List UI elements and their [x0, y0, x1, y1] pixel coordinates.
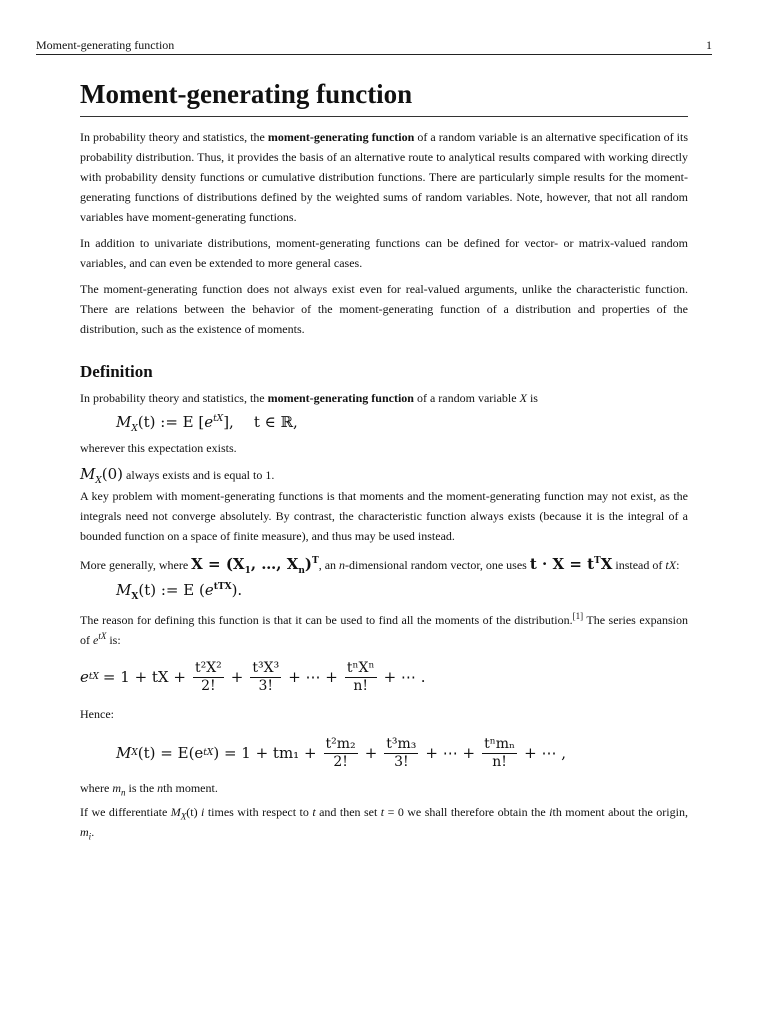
definition-paragraph-3: $M_X(0)$ always exists and is equal to 1.	[80, 465, 275, 486]
running-header	[36, 38, 712, 55]
fraction: $\frac{\text{tⁿmₙ}}{n!}$	[484, 735, 516, 770]
equation-mgf-vector: $M_X(t)$ := E $(e^{tTX})$.	[116, 581, 243, 602]
equation-mgf-series: M X (t) = E(e tX ) = 1 + tm₁ + $\frac{\text{t²m₂}}{2!}$ + $\frac{\text{t³m₃}}{3!}$ + ⋯ + $\frac{\text{tⁿmₙ}}{n!}$ + ⋯ ,	[116, 735, 566, 770]
citation-ref-1[interactable]: [1]	[572, 611, 584, 621]
definition-paragraph-5: More generally, where $X = (X_1$, …, $X_n)^T$, an n-dimensional random vector, one uses $t \cdot X = t^TX$ instead of tX:	[80, 555, 680, 576]
fraction: $\frac{\text{tⁿXⁿ}}{n!}$	[346, 659, 375, 694]
section-heading-definition: Definition	[80, 362, 153, 381]
term-bold: moment-generating function	[267, 130, 415, 144]
article-title: Moment-generating function	[80, 76, 688, 117]
equation-exp-series: e tX = 1 + tX + $\frac{\text{t²X²}}{2!}$ + $\frac{\text{t³X³}}{3!}$ + ⋯ + $\frac{\text{tⁿXⁿ}}{n!}$ + ⋯ .	[80, 659, 426, 694]
definition-paragraph-7: where $m_n$ is the nth moment.	[80, 781, 218, 798]
intro-paragraph-3: The moment-generating function does not always exist even for real-valued arguments, unlike the characteristic function. There are relations between the behavior of the moment-generating function of a distribution and properties of the distribution, such as the existence of moments.	[80, 282, 688, 336]
inline-math-vector-x: $X = (X_1$, …, $X_n)^T$	[191, 555, 319, 576]
equation-mgf-definition: $M_X(t)$ := E $[e^{tX}]$, t ∈ ℝ,	[116, 413, 298, 434]
inline-math-mx0: $M_X(0)$	[80, 465, 124, 486]
definition-paragraph-2: wherever this expectation exists.	[80, 441, 237, 455]
page-number: 1	[706, 38, 712, 52]
inline-math-dot-product: $t \cdot X = t^TX$	[529, 555, 613, 573]
fraction: $\frac{\text{t³m₃}}{3!}$	[386, 735, 417, 770]
article-body	[80, 127, 688, 842]
intro-paragraph-2: In addition to univariate distributions, moment-generating functions can be defined for vector- or matrix-valued random variables, and can even be extended to more general cases.	[80, 236, 688, 270]
definition-paragraph-6: The reason for defining this function is that it can be used to find all the moments of the distribution.[1] The series expansion of $e^{tX}$ is:	[80, 611, 689, 647]
intro-paragraph-1: In probability theory and statistics, the moment-generating function of a random variable is an alternative specification of its probability distribution. Thus, it provides the basis of an alternative route to analytical results compared with working directly with probability density functions or cumulative distribution functions. There are particularly simple results for the moment-generating functions of distributions defined by the weighted sums of random variables. Note, however, that not all random variables have moment-generating functions.	[80, 130, 688, 224]
definition-paragraph-4: A key problem with moment-generating functions is that moments and the moment-generating function may not exist, as the integrals need not converge absolutely. By contrast, the characteristic function always exists (because it is the integral of a bounded function on a space of finite measure), and thus may be used instead.	[80, 489, 688, 543]
definition-paragraph-1: In probability theory and statistics, the moment-generating function of a random variable X is	[80, 391, 538, 405]
fraction: $\frac{\text{t²m₂}}{2!}$	[325, 735, 356, 770]
fraction: $\frac{\text{t³X³}}{3!}$	[252, 659, 280, 694]
running-header-title: Moment-generating function	[36, 38, 175, 52]
fraction: $\frac{\text{t²X²}}{2!}$	[194, 659, 222, 694]
hence-label: Hence:	[80, 707, 114, 721]
term-bold: moment-generating function	[267, 391, 414, 405]
definition-paragraph-8: If we differentiate $M_X(t)$ i times with respect to t and then set t = 0 we shall therefore obtain the ith moment about the origin, $m_i$.	[80, 805, 688, 842]
